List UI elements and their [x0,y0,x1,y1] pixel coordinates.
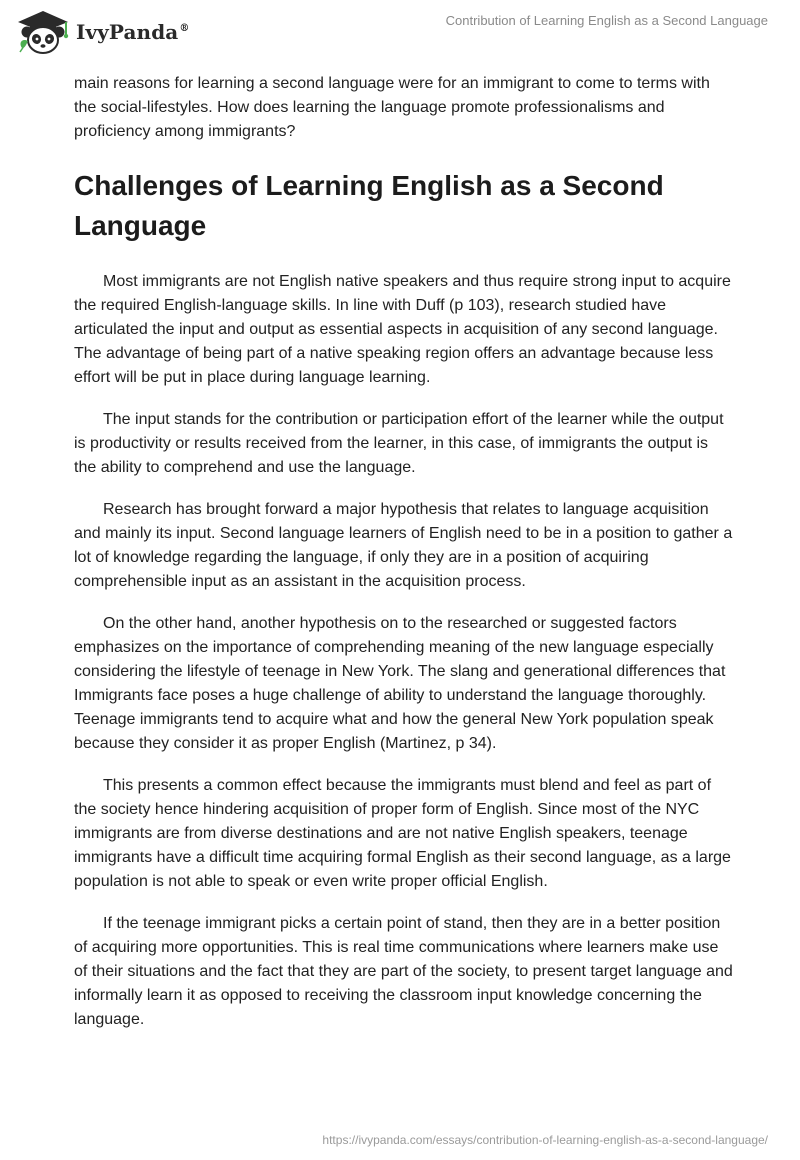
body-paragraph: The input stands for the contribution or participation effort of the learner while the output is productivity or results received from the learner, in this case, of immigrants the output is the ability to comprehend and use the language. [74,411,724,476]
document-title: Contribution of Learning English as a Second Language [445,13,768,28]
body-paragraph: Research has brought forward a major hypothesis that relates to language acquisition and mainly its input. Second language learners of English need to be in a position to gather a lot of knowledge regarding the language, if only they are in a position of acquiring comprehensible input as an assistant in the acquisition process. [74,501,733,590]
body-paragraph: If the teenage immigrant picks a certain point of stand, then they are in a better position of acquiring more opportunities. This is real time communications where learners make use of their situations and the fact that they are part of the society, to present target language and informally learn it as opposed to receiving the classroom input knowledge concerning the language. [74,915,733,1028]
essay-body [74,72,734,1050]
registered-mark: ® [179,23,190,35]
body-paragraph: On the other hand, another hypothesis on to the researched or suggested factors emphasizes on the importance of comprehending meaning of the new language especially considering the lifestyle of teenage in New York. The slang and generational differences that Immigrants face poses a huge challenge of ability to understand the language thoroughly. Teenage immigrants tend to acquire what and how the general New York population speak because they consider it as proper English (Martinez, p 34). [74,615,726,752]
page-header [0,0,800,64]
panda-graduate-icon [14,8,72,56]
intro-paragraph: main reasons for learning a second language were for an immigrant to come to terms with the social-lifestyles. How does learning the language promote professionalisms and proficiency among immigrants? [74,75,710,140]
body-paragraph: Most immigrants are not English native speakers and thus require strong input to acquire the required English-language skills. In line with Duff (p 103), research studied have articulated the input and output as essential aspects in acquisition of any second language. The advantage of being part of a native speaking region offers an advantage because less effort will be put in place during language learning. [74,273,731,386]
brand-text: IvyPanda [76,20,179,44]
body-paragraph: This presents a common effect because the immigrants must blend and feel as part of the society hence hindering acquisition of proper form of English. Since most of the NYC immigrants are from diverse destinations and are not native English speakers, teenage immigrants have a difficult time acquiring formal English as their second language, as a large population is not able to speak or even write proper official English. [74,777,731,890]
brand-name [76,20,189,44]
source-url[interactable]: https://ivypanda.com/essays/contribution-of-learning-english-as-a-second-language/ [322,1133,768,1147]
section-heading: Challenges of Learning English as a Second Language [74,170,664,241]
ivypanda-logo[interactable] [14,8,189,56]
